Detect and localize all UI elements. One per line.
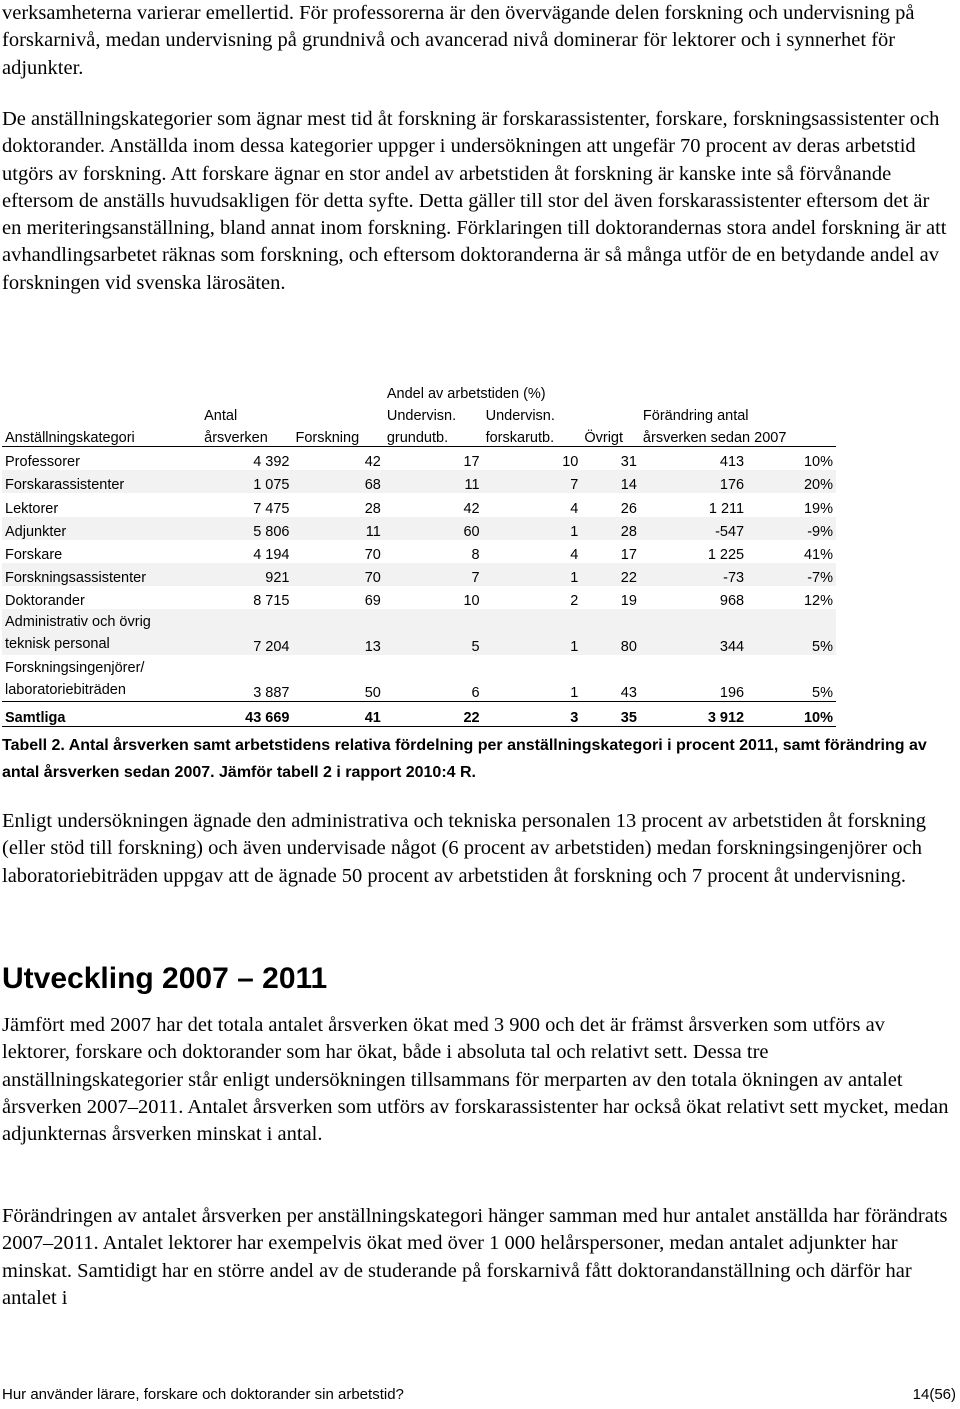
total-undervisn-grund: 22 (384, 702, 483, 726)
row-undervisn-grund: 7 (384, 563, 483, 586)
table-row (2, 517, 836, 540)
row-category: Forskarassistenter (2, 470, 201, 493)
row-ovrigt: 43 (581, 655, 640, 702)
row-forskning: 42 (292, 447, 383, 471)
table-row (2, 493, 836, 516)
table-row (2, 470, 836, 493)
row-category-line-1: Administrativ och övrig (5, 614, 151, 631)
row-undervisn-grund: 5 (384, 609, 483, 655)
row-undervisn-grund: 11 (384, 470, 483, 493)
staff-table (2, 380, 836, 727)
row-category-line-1: Forskningsingenjörer/ (5, 660, 145, 677)
page-footer (2, 1386, 956, 1403)
header-category: Anställningskategori (2, 424, 201, 447)
row-change: 968 (640, 586, 747, 609)
row-ovrigt: 19 (581, 586, 640, 609)
paragraph-change: Förändringen av antalet årsverken per anställningskategori hänger samman med hur antalet anställda har förändrats 2007–2011. Antalet lektorer har exempelvis ökat med över 1 000 helårspersoner, medan antalet adjunkter har minskat. Samtidigt har en större andel av de studerande på forskarnivå fått doktorandanställning och därför har antalet i (2, 1205, 948, 1309)
table-header-row-3 (2, 424, 836, 447)
row-undervisn-forskar: 2 (483, 586, 582, 609)
row-change: -547 (640, 517, 747, 540)
row-change-pct: 10% (747, 447, 836, 471)
row-forskning: 68 (292, 470, 383, 493)
row-change-pct: 19% (747, 493, 836, 516)
row-ovrigt: 14 (581, 470, 640, 493)
paragraph-admin-staff: Enligt undersökningen ägnade den administrativa och tekniska personalen 13 procent av arbetstiden åt forskning (eller stöd till forskning) och även undervisade något (6 procent av arbetstiden) medan forskningsingenjörer och laboratoriebiträden uppgav att de ägnade 50 procent av arbetstiden åt forskning och 7 procent åt undervisning. (2, 810, 926, 887)
row-antal: 7 204 (201, 609, 292, 655)
row-forskning: 13 (292, 609, 383, 655)
row-undervisn-forskar: 1 (483, 563, 582, 586)
row-forskning: 69 (292, 586, 383, 609)
row-undervisn-forskar: 10 (483, 447, 582, 471)
row-category: Doktorander (2, 586, 201, 609)
row-category (2, 655, 201, 702)
row-change-pct: 12% (747, 586, 836, 609)
table-row (2, 586, 836, 609)
row-antal: 3 887 (201, 655, 292, 702)
row-forskning: 70 (292, 563, 383, 586)
table-total-row (2, 702, 836, 726)
row-category-line-2: teknisk personal (5, 636, 110, 653)
header-undervisn-grund-2: grundutb. (384, 424, 483, 447)
table-row (2, 609, 836, 655)
row-category: Lektorer (2, 493, 201, 516)
row-ovrigt: 28 (581, 517, 640, 540)
row-change: 1 225 (640, 540, 747, 563)
row-antal: 4 392 (201, 447, 292, 471)
row-forskning: 70 (292, 540, 383, 563)
row-undervisn-grund: 42 (384, 493, 483, 516)
page-number: 14(56) (912, 1386, 956, 1403)
section-heading: Utveckling 2007 – 2011 (2, 962, 328, 995)
paragraph-research-categories: De anställningskategorier som ägnar mest tid åt forskning är forskarassistenter, forskare, forskningsassistenter och doktorander. Anställda inom dessa kategorier uppger i undersökningen att ungefär 70 procent av deras arbetstid utgörs av forskning. Att forskare ägnar en stor andel av arbetstiden åt forskning är kanske inte så förvånande eftersom de anställs huvudsakligen för detta syfte. Detta gäller till stor del även forskarassistenter eftersom det är en meriteringsanställning, bland annat inom forskning. Förklaringen till doktorandernas stora andel forskning är att avhandlingsarbetet räknas som forskning, och eftersom doktoranderna är så många utför de en betydande andel av forskningen vid svenska lärosäten. (2, 108, 947, 294)
paragraph-intro: verksamheterna varierar emellertid. För professorerna är den övervägande delen forskning och undervisning på forskarnivå, medan undervisning på grundnivå och avancerad nivå dominerar för lektorer och i synnerhet för adjunkter. (2, 2, 915, 79)
row-change-pct: -7% (747, 563, 836, 586)
row-change-pct: 20% (747, 470, 836, 493)
header-group-label: Andel av arbetstiden (%) (386, 386, 546, 402)
row-forskning: 50 (292, 655, 383, 702)
row-antal: 1 075 (201, 470, 292, 493)
row-change: 413 (640, 447, 747, 471)
row-undervisn-forskar: 1 (483, 655, 582, 702)
row-category-line-2: laboratoriebiträden (5, 682, 126, 699)
row-category: Adjunkter (2, 517, 201, 540)
row-change-pct: -9% (747, 517, 836, 540)
row-ovrigt: 17 (581, 540, 640, 563)
row-change: 344 (640, 609, 747, 655)
row-category: Forskningsassistenter (2, 563, 201, 586)
footer-title: Hur använder lärare, forskare och doktorander sin arbetstid? (2, 1386, 404, 1403)
row-change-pct: 5% (747, 655, 836, 702)
row-category: Professorer (2, 447, 201, 471)
header-undervisn-forskar-2: forskarutb. (483, 424, 582, 447)
table-row (2, 447, 836, 471)
row-ovrigt: 80 (581, 609, 640, 655)
row-ovrigt: 22 (581, 563, 640, 586)
header-undervisn-grund-1: Undervisn. (386, 408, 457, 424)
row-change-pct: 41% (747, 540, 836, 563)
row-undervisn-forskar: 1 (483, 517, 582, 540)
header-change-2: årsverken sedan 2007 (640, 424, 836, 447)
paragraph-development: Jämfört med 2007 har det totala antalet årsverken ökat med 3 900 och det är främst årsverken som utförs av lektorer, forskare och doktorander som har ökat, både i absoluta tal och relativt sett. Dessa tre anställningskategorier står enligt undersökningen tillsammans för merparten av den totala ökningen av antalet årsverken 2007–2011. Antalet årsverken som utförs av forskarassistenter har också ökat relativt sett mycket, medan adjunkternas årsverken minskat i antal. (2, 1014, 949, 1146)
row-antal: 921 (201, 563, 292, 586)
header-forskning: Forskning (292, 424, 383, 447)
row-undervisn-grund: 6 (384, 655, 483, 702)
row-change: 196 (640, 655, 747, 702)
total-forskning: 41 (292, 702, 383, 726)
total-category: Samtliga (2, 702, 201, 726)
total-ovrigt: 35 (581, 702, 640, 726)
row-change: 1 211 (640, 493, 747, 516)
header-undervisn-forskar-1: Undervisn. (485, 408, 555, 424)
row-change: 176 (640, 470, 747, 493)
row-undervisn-forskar: 1 (483, 609, 582, 655)
row-change-pct: 5% (747, 609, 836, 655)
row-undervisn-grund: 10 (384, 586, 483, 609)
total-undervisn-forskar: 3 (483, 702, 582, 726)
row-antal: 4 194 (201, 540, 292, 563)
total-antal: 43 669 (201, 702, 292, 726)
row-undervisn-grund: 8 (384, 540, 483, 563)
row-undervisn-forskar: 7 (483, 470, 582, 493)
row-category (2, 609, 201, 655)
row-undervisn-forskar: 4 (483, 540, 582, 563)
row-undervisn-grund: 17 (384, 447, 483, 471)
table-caption: Tabell 2. Antal årsverken samt arbetstidens relativa fördelning per anställningskategori i procent 2011, samt förändring av antal årsverken sedan 2007. Jämför tabell 2 i rapport 2010:4 R. (2, 737, 927, 781)
row-forskning: 11 (292, 517, 383, 540)
row-undervisn-grund: 60 (384, 517, 483, 540)
table-row (2, 563, 836, 586)
row-forskning: 28 (292, 493, 383, 516)
total-change-pct: 10% (747, 702, 836, 726)
row-change: -73 (640, 563, 747, 586)
row-ovrigt: 31 (581, 447, 640, 471)
row-antal: 8 715 (201, 586, 292, 609)
table-header-row-1 (2, 380, 836, 402)
table-row (2, 655, 836, 702)
header-change-1: Förändring antal (642, 408, 749, 424)
row-category: Forskare (2, 540, 201, 563)
total-change: 3 912 (640, 702, 747, 726)
row-ovrigt: 26 (581, 493, 640, 516)
row-undervisn-forskar: 4 (483, 493, 582, 516)
row-antal: 5 806 (201, 517, 292, 540)
header-antal-2: årsverken (201, 424, 292, 447)
table-header-row-2 (2, 402, 836, 424)
row-antal: 7 475 (201, 493, 292, 516)
table-row (2, 540, 836, 563)
header-ovrigt: Övrigt (581, 424, 640, 447)
header-antal-1: Antal (204, 408, 238, 424)
